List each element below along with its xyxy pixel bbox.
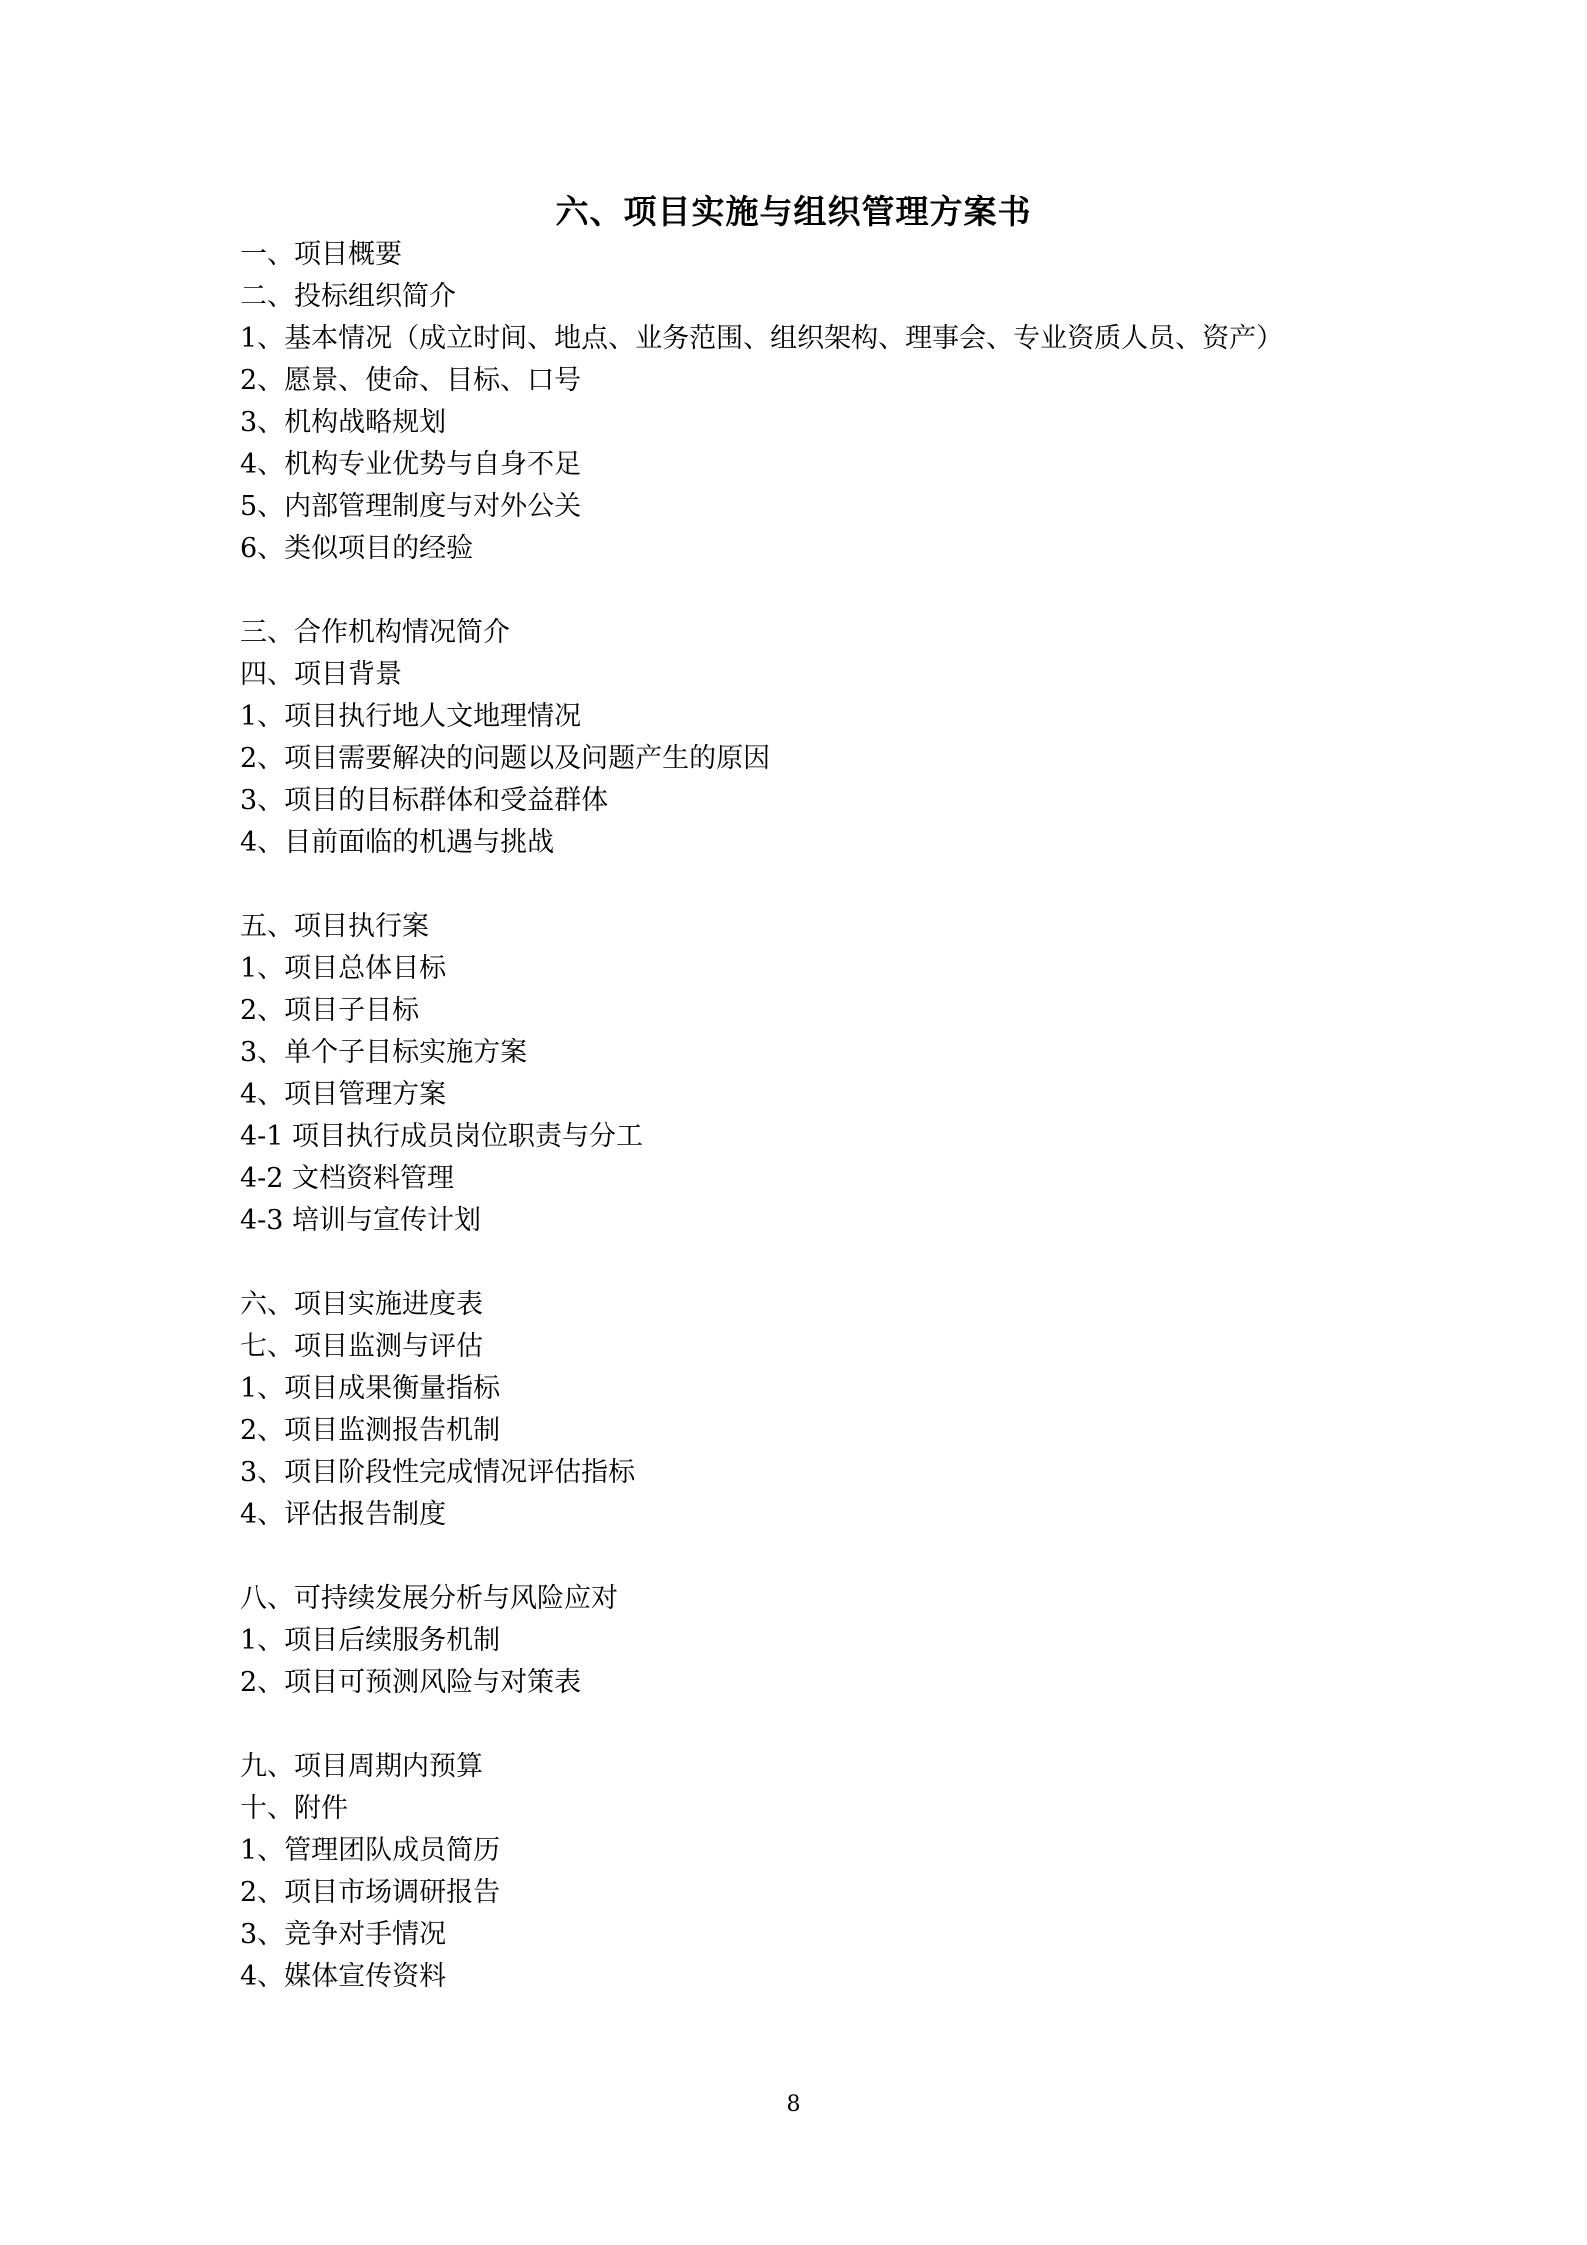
page-number: 8: [786, 2092, 801, 2117]
toc-item: 4、目前面临的机遇与挑战: [240, 827, 555, 858]
toc-item: 2、项目市场调研报告: [240, 1877, 501, 1908]
toc-item: 6、类似项目的经验: [240, 533, 474, 564]
toc-item: 3、项目的目标群体和受益群体: [240, 785, 609, 816]
toc-item: 4-1 项目执行成员岗位职责与分工: [240, 1121, 644, 1152]
toc-item: 4、评估报告制度: [240, 1499, 447, 1530]
toc-item: 五、项目执行案: [240, 911, 429, 942]
toc-item: 1、项目执行地人文地理情况: [240, 701, 582, 732]
toc-item: 八、可持续发展分析与风险应对: [240, 1583, 618, 1614]
toc-item: 2、愿景、使命、目标、口号: [240, 365, 582, 396]
toc-item: 4-3 培训与宣传计划: [240, 1205, 482, 1236]
toc-item: 四、项目背景: [240, 659, 402, 690]
toc-item: 1、基本情况（成立时间、地点、业务范围、组织架构、理事会、专业资质人员、资产）: [240, 323, 1284, 354]
toc-item: 3、项目阶段性完成情况评估指标: [240, 1457, 636, 1488]
toc-item: 1、管理团队成员简历: [240, 1835, 501, 1866]
toc-item: 十、附件: [240, 1793, 348, 1824]
toc-item: 2、项目监测报告机制: [240, 1415, 501, 1446]
toc-item: 4、项目管理方案: [240, 1079, 447, 1110]
toc-item: 六、项目实施进度表: [240, 1289, 483, 1320]
toc-item: 二、投标组织简介: [240, 281, 456, 312]
toc-item: 3、单个子目标实施方案: [240, 1037, 528, 1068]
toc-item: 3、机构战略规划: [240, 407, 447, 438]
page-title: 六、项目实施与组织管理方案书: [555, 192, 1032, 231]
toc-item: 1、项目后续服务机制: [240, 1625, 501, 1656]
toc-item: 2、项目子目标: [240, 995, 420, 1026]
toc-item: 1、项目总体目标: [240, 953, 447, 984]
toc-item: 1、项目成果衡量指标: [240, 1373, 501, 1404]
toc-item: 3、竞争对手情况: [240, 1919, 447, 1950]
toc-item: 2、项目需要解决的问题以及问题产生的原因: [240, 743, 771, 774]
table-of-contents: [240, 234, 1440, 1998]
toc-item: 4-2 文档资料管理: [240, 1163, 455, 1194]
toc-item: 5、内部管理制度与对外公关: [240, 491, 582, 522]
toc-item: 七、项目监测与评估: [240, 1331, 483, 1362]
toc-item: 4、机构专业优势与自身不足: [240, 449, 582, 480]
toc-item: 2、项目可预测风险与对策表: [240, 1667, 582, 1698]
toc-item: 九、项目周期内预算: [240, 1751, 483, 1782]
toc-item: 4、媒体宣传资料: [240, 1961, 447, 1992]
toc-item: 三、合作机构情况简介: [240, 617, 510, 648]
toc-item: 一、项目概要: [240, 239, 402, 270]
